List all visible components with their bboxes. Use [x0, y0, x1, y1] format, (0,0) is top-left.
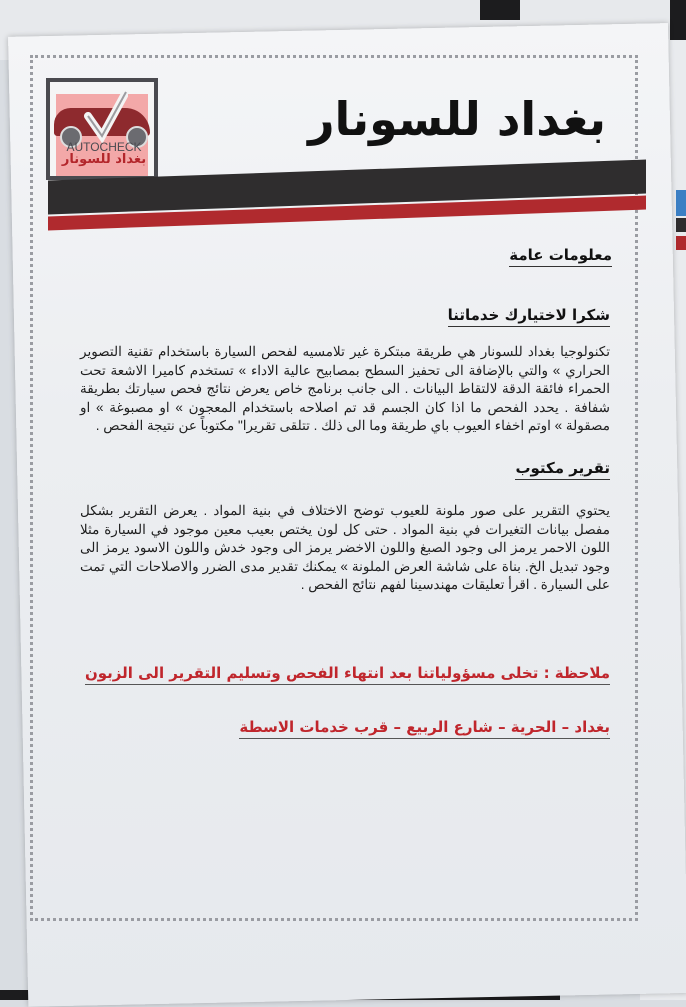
address-line: بغداد – الحرية – شارع الربيع – قرب خدمات الاسطة	[239, 718, 610, 739]
disclaimer-note: ملاحظة : تخلى مسؤولياتنا بعد انتهاء الفحص وتسليم التقرير الى الزبون	[85, 664, 610, 685]
logo-brand-latin: AUTOCHECK	[66, 140, 142, 154]
section-heading-written-report: تقرير مكتوب	[515, 459, 610, 480]
paragraph-written-report: يحتوي التقرير على صور ملونة للعيوب توضح الاختلاف في بنية المواد . يعرض التقرير بشكل مفصل بيانات التغيرات في بنية المواد . حتى كل لون يختص بعيب معين موجود في السيارة مثلا اللون الاحمر يرمز الى وجود الصبغ واللون الاخضر يرمز الى وجود خدش واللون الاسود يرمز الى وجود تبديل الخ. بناة على شاشة العرض الملونة » يمكنك تقدير مدى الضرر والاصلاحات التي تمت على السيارة . اقرأ تعليقات مهندسينا لفهم نتائج الفحص .	[80, 502, 610, 593]
paragraph-thanks: تكنولوجيا بغداد للسونار هي طريقة مبتكرة غير تلامسيه لفحص السيارة باستخدام تقنية التصوير الحراري » والتي بالإضافة الى تحفيز السطح بمصابيح عالية الاداء » تستخدم كاميرا الاشعة تحت الحمراء فائقة الدقة لالتقاط البيانات . الى جانب برنامج خاص يعرض نتائج فحص سيارتك بطريقة شفافة . يحدد الفحص ما اذا كان الجسم قد تم اصلاحه باستخدام المعجون » او مصبوغة » او مصقولة » اوتم اخفاء العيوب باي طريقة وما الى ذلك . تتلقى تقريرا" مكتوباً عن نتيجة الفحص .	[80, 344, 610, 434]
section-heading-general-info: معلومات عامة	[509, 246, 612, 267]
background-stripe-red	[676, 236, 686, 250]
section-heading-thanks: شكرا لاختيارك خدماتنا	[448, 306, 610, 327]
logo-brand-arabic: بغداد للسونار	[61, 152, 147, 167]
background-stripe-blue	[676, 190, 686, 216]
document-body	[80, 245, 610, 739]
background-stripe-dark	[676, 218, 686, 232]
page-title: بغداد للسونار	[308, 92, 606, 146]
checkmark-icon	[84, 90, 128, 146]
autocheck-logo	[46, 78, 158, 180]
background-object	[480, 0, 520, 20]
